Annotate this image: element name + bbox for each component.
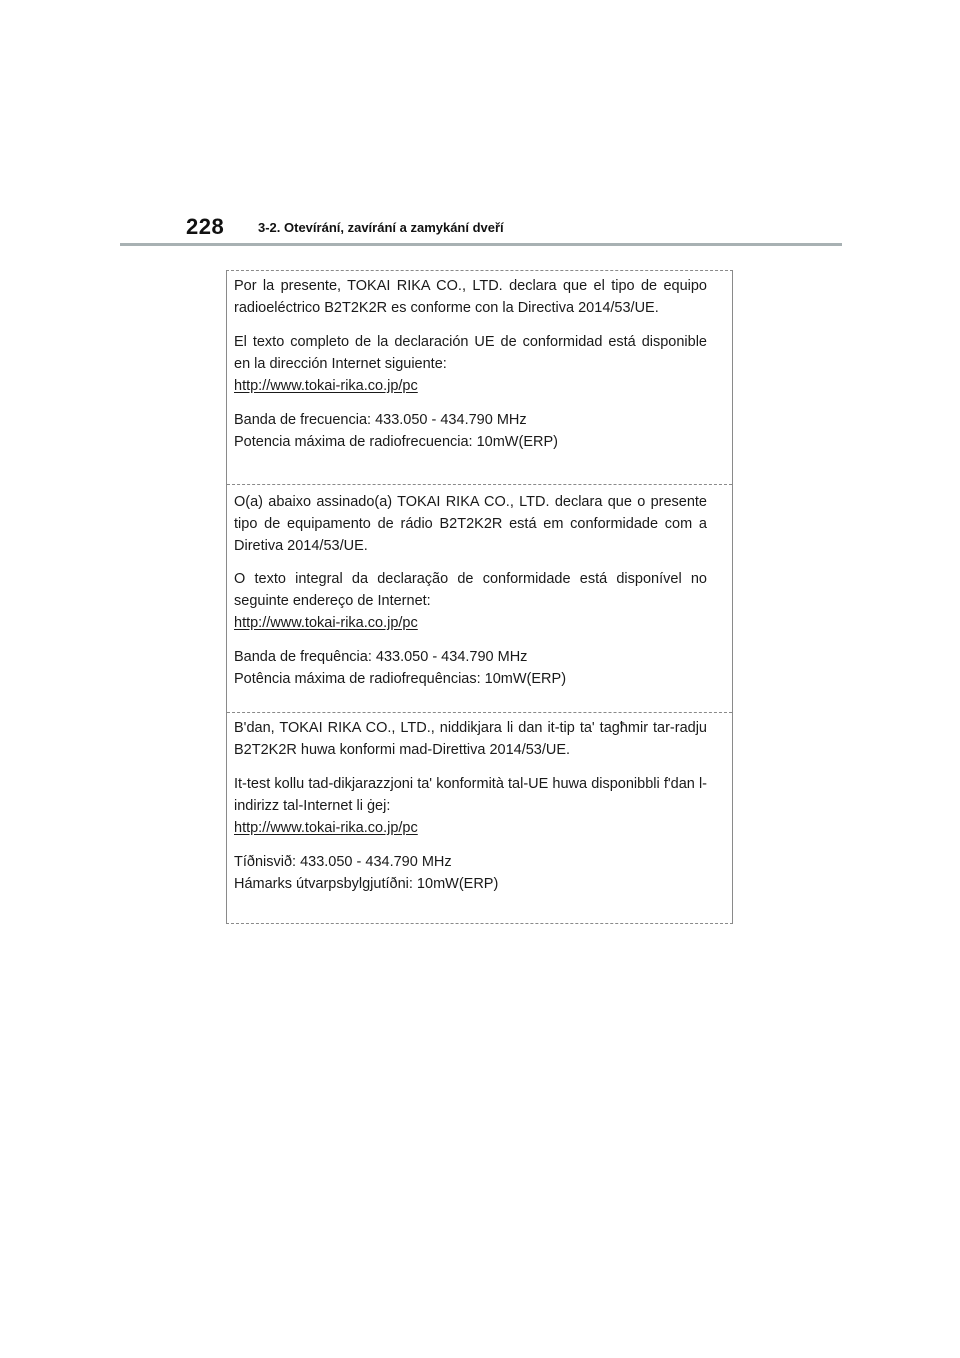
max-power-text: Potência máxima de radiofrequências: 10mW(ERP) — [234, 671, 567, 687]
declaration-url-link[interactable]: http://www.tokai-rika.co.jp/pc — [234, 615, 418, 631]
page-number: 228 — [186, 214, 225, 239]
declaration-url-link[interactable]: http://www.tokai-rika.co.jp/pc — [234, 820, 418, 836]
frequency-band-text: Banda de frecuencia: 433.050 - 434.790 MHz — [234, 412, 527, 428]
max-power-text: Hámarks útvarpsbylgjutíðni: 10mW(ERP) — [234, 876, 499, 892]
portuguese-declaration-block — [227, 484, 732, 712]
availability-text: El texto completo de la declaración UE de conformidad está disponible en la dirección Internet siguiente: — [234, 334, 707, 372]
declaration-box — [226, 270, 733, 924]
declaration-text: Por la presente, TOKAI RIKA CO., LTD. declara que el tipo de equipo radioeléctrico B2T2K2R es conforme con la Directiva 2014/53/UE. — [234, 278, 707, 316]
declaration-text: O(a) abaixo assinado(a) TOKAI RIKA CO., LTD. declara que o presente tipo de equipamento de rádio B2T2K2R está em conformidade com a Diretiva 2014/53/UE. — [234, 494, 707, 554]
max-power-text: Potencia máxima de radiofrecuencia: 10mW(ERP) — [234, 434, 558, 450]
declaration-url-link[interactable]: http://www.tokai-rika.co.jp/pc — [234, 378, 418, 394]
page-header — [0, 0, 960, 250]
maltese-icelandic-declaration-block — [227, 712, 732, 924]
frequency-band-text: Banda de frequência: 433.050 - 434.790 MHz — [234, 649, 528, 665]
availability-text: O texto integral da declaração de conformidade está disponível no seguinte endereço de Internet: — [234, 571, 707, 609]
section-title: 3-2. Otevírání, zavírání a zamykání dveří — [258, 220, 504, 235]
declaration-text: B'dan, TOKAI RIKA CO., LTD., niddikjara li dan it-tip ta' tagħmir tar-radju B2T2K2R huwa konformi mad-Direttiva 2014/53/UE. — [234, 720, 707, 758]
spanish-declaration-block — [227, 275, 732, 485]
header-divider — [120, 243, 842, 246]
frequency-band-text: Tíðnisvið: 433.050 - 434.790 MHz — [234, 854, 452, 870]
availability-text: It-test kollu tad-dikjarazzjoni ta' konformità tal-UE huwa disponibbli f'dan l-indirizz tal-Internet li ġej: — [234, 776, 707, 814]
